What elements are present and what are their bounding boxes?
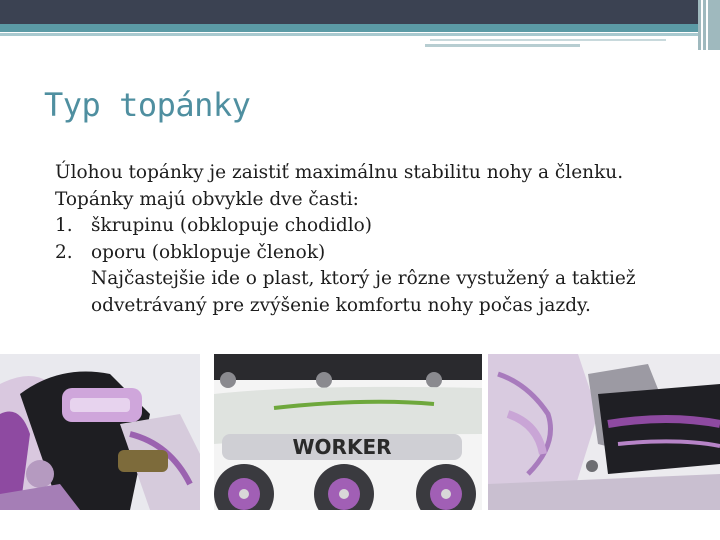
top-bar	[0, 0, 720, 24]
top-stripe-thin	[0, 33, 720, 36]
note-line: odvetrávaný pre zvýšenie komfortu nohy počas jazdy.	[91, 294, 591, 316]
paragraph-line: Úlohou topánky je zaistiť maximálnu stabilitu nohy a členku.	[55, 162, 624, 183]
note-line: Najčastejšie ide o plast, ktorý je rôzne vystužený a taktiež	[91, 268, 636, 289]
skate-photo-frame-wheels	[214, 354, 482, 510]
paragraph-line: Topánky majú obvykle dve časti:	[55, 188, 359, 210]
top-stripe	[0, 24, 720, 32]
slide-body	[55, 160, 675, 319]
skate-photo-heel	[488, 354, 720, 510]
decorative-line	[425, 44, 580, 47]
list-item-text: škrupinu (obklopuje chodidlo)	[91, 215, 373, 236]
list-item-text: oporu (obklopuje členok)	[91, 241, 326, 263]
list-number: 1.	[55, 215, 73, 236]
list-item	[55, 213, 675, 240]
decorative-line	[430, 39, 666, 41]
corner-decoration	[698, 0, 720, 50]
brand-text: WORKER	[292, 435, 392, 459]
list-number: 2.	[55, 241, 73, 263]
skate-photo-strap	[0, 354, 200, 510]
list-item	[55, 240, 675, 267]
slide-title: Typ topánky	[44, 86, 251, 124]
